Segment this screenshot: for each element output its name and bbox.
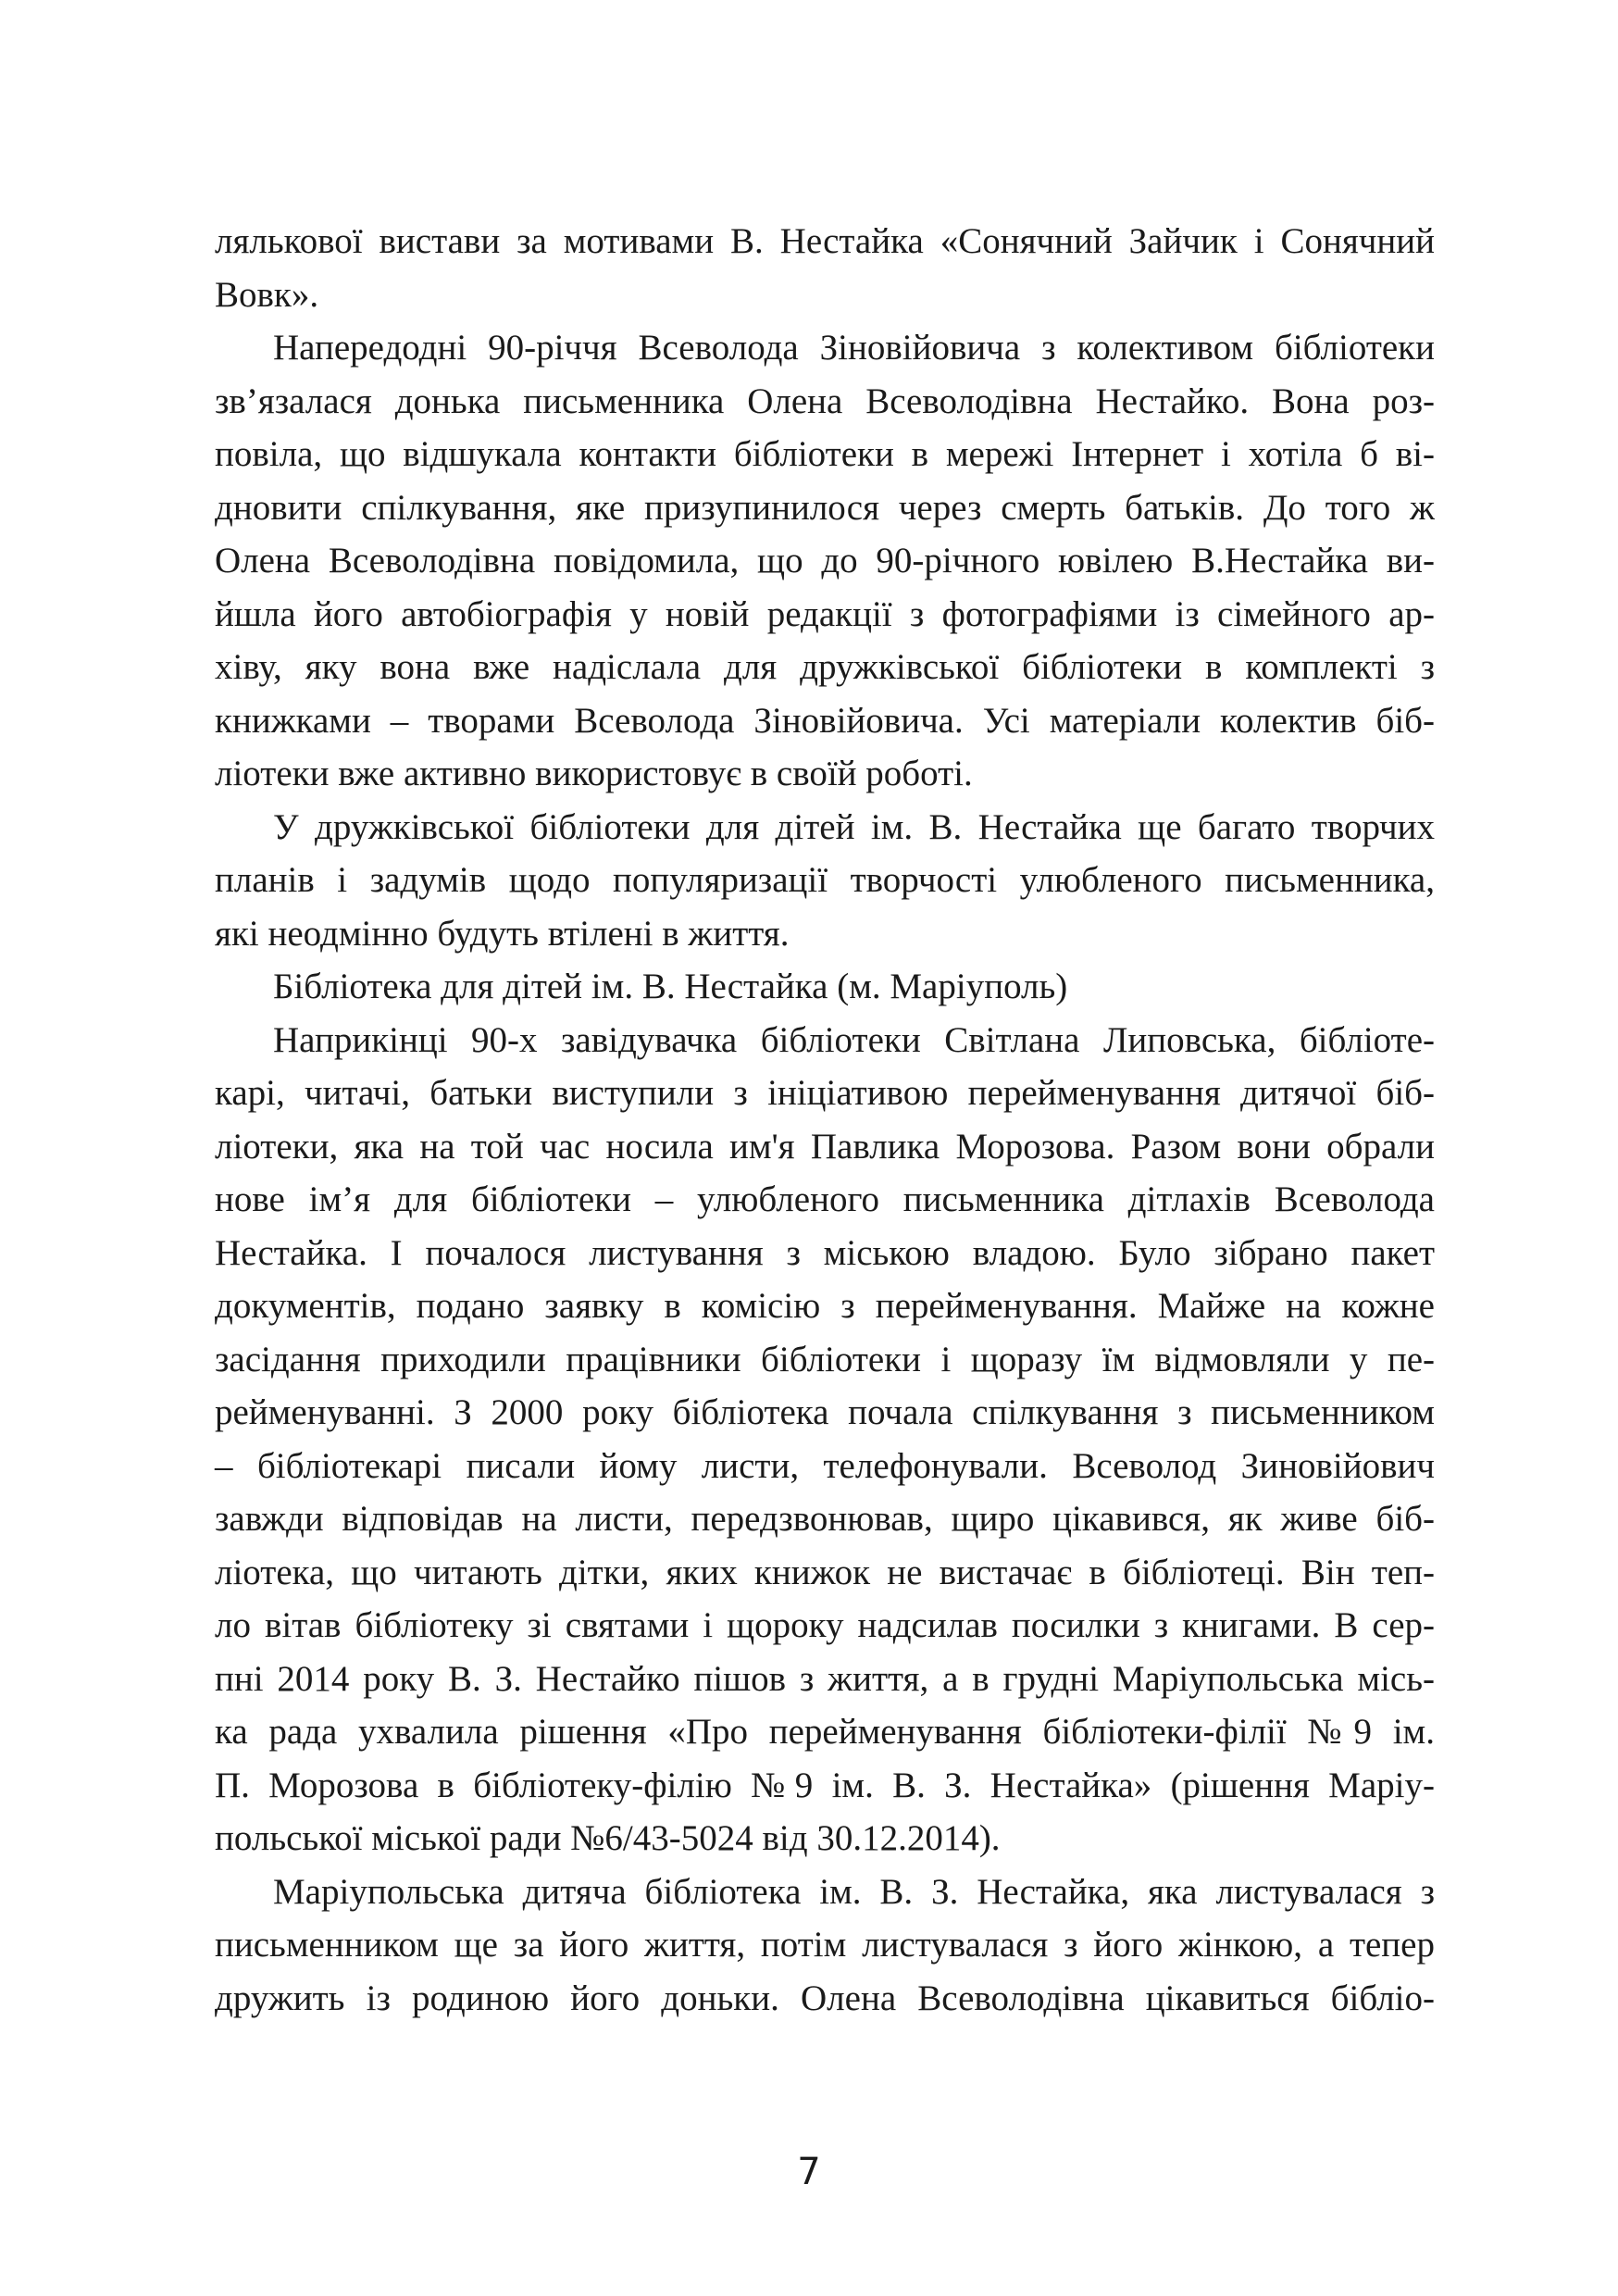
text-line: ліотека, що читають дітки, яких книжок не вистачає в бібліотеці. Він теп- bbox=[215, 1552, 1435, 1592]
text-line: йшла його автобіографія у новій редакції з фотографіями із сімейного ар- bbox=[215, 593, 1435, 634]
text-line: пні 2014 року В. З. Нестайко пішов з життя, а в грудні Маріупольська місь- bbox=[215, 1658, 1435, 1699]
text-line: Вовк». bbox=[215, 274, 319, 315]
page-body bbox=[215, 215, 1435, 2025]
text-line: завжди відповідав на листи, передзвонював, щиро цікавився, як живе біб- bbox=[215, 1499, 1435, 1539]
text-line: які неодмінно будуть втілені в життя. bbox=[215, 913, 790, 954]
text-line: повіла, що відшукала контакти бібліотеки в мережі Інтернет і хотіла б ві- bbox=[215, 434, 1435, 474]
text-line: Бібліотека для дітей ім. В. Нестайка (м. Маріуполь) bbox=[273, 967, 1068, 1006]
text-line: дружить із родиною його доньки. Олена Всеволодівна цікавиться бібліо- bbox=[215, 1978, 1435, 2018]
text-line: планів і задумів щодо популяризації творчості улюбленого письменника, bbox=[215, 860, 1435, 900]
text-line: ка рада ухвалила рішення «Про перейменування бібліотеки-філії №9 ім. bbox=[215, 1712, 1435, 1752]
text-line: книжками – творами Всеволода Зіновійовича. Усі матеріали колектив біб- bbox=[215, 700, 1435, 741]
text-line: письменником ще за його життя, потім листувалася з його жінкою, а тепер bbox=[215, 1925, 1435, 1965]
text-line: нове ім’я для бібліотеки – улюбленого письменника дітлахів Всеволода bbox=[215, 1179, 1435, 1219]
paragraph bbox=[215, 1014, 1435, 1866]
page-number: 7 bbox=[797, 2151, 821, 2193]
text-line: хіву, яку вона вже надіслала для дружківської бібліотеки в комплекті з bbox=[215, 647, 1435, 687]
text-line: – бібліотекарі писали йому листи, телефонували. Всеволод Зиновійович bbox=[215, 1445, 1435, 1486]
text-line: карі, читачі, батьки виступили з ініціативою перейменування дитячої біб- bbox=[215, 1073, 1435, 1113]
text-line: Нестайка. І почалося листування з міською владою. Було зібрано пакет bbox=[215, 1232, 1435, 1273]
text-line: Наприкінці 90-х завідувачка бібліотеки Світлана Липовська, бібліоте- bbox=[273, 1019, 1435, 1060]
text-line: Маріупольська дитяча бібліотека ім. В. З. Нестайка, яка листувалася з bbox=[273, 1871, 1435, 1912]
text-line: Напередодні 90-річчя Всеволода Зіновійовича з колективом бібліотеки bbox=[273, 328, 1435, 368]
paragraph bbox=[215, 215, 1435, 321]
text-line: ліотеки вже активно використовує в своїй роботі. bbox=[215, 754, 973, 793]
text-line: рейменуванні. З 2000 року бібліотека почала спілкування з письменником bbox=[215, 1392, 1435, 1432]
text-line: лялькової вистави за мотивами В. Нестайка «Сонячний Зайчик і Сонячний bbox=[215, 221, 1435, 261]
text-line: ло вітав бібліотеку зі святами і щороку надсилав посилки з книгами. В сер- bbox=[215, 1605, 1435, 1645]
paragraph bbox=[215, 1866, 1435, 2026]
text-line: зв’язалася донька письменника Олена Всеволодівна Нестайко. Вона роз- bbox=[215, 381, 1435, 421]
paragraph bbox=[215, 801, 1435, 961]
text-line: засідання приходили працівники бібліотеки і щоразу їм відмовляли у пе- bbox=[215, 1339, 1435, 1379]
text-line: дновити спілкування, яке призупинилося через смерть батьків. До того ж bbox=[215, 487, 1435, 528]
text-line: Олена Всеволодівна повідомила, що до 90-річного ювілею В.Нестайка ви- bbox=[215, 541, 1435, 580]
text-line: П. Морозова в бібліотеку-філію №9 ім. В. З. Нестайка» (рішення Маріу- bbox=[215, 1765, 1435, 1805]
text-line: документів, подано заявку в комісію з перейменування. Майже на кожне bbox=[215, 1286, 1435, 1326]
paragraph bbox=[215, 321, 1435, 801]
section-heading bbox=[215, 960, 1435, 1014]
text-line: ліотеки, яка на той час носила им'я Павлика Морозова. Разом вони обрали bbox=[215, 1126, 1435, 1167]
text-line: польської міської ради №6/43-5024 від 30.12.2014). bbox=[215, 1818, 1001, 1858]
text-line: У дружківської бібліотеки для дітей ім. В. Нестайка ще багато творчих bbox=[273, 806, 1435, 847]
